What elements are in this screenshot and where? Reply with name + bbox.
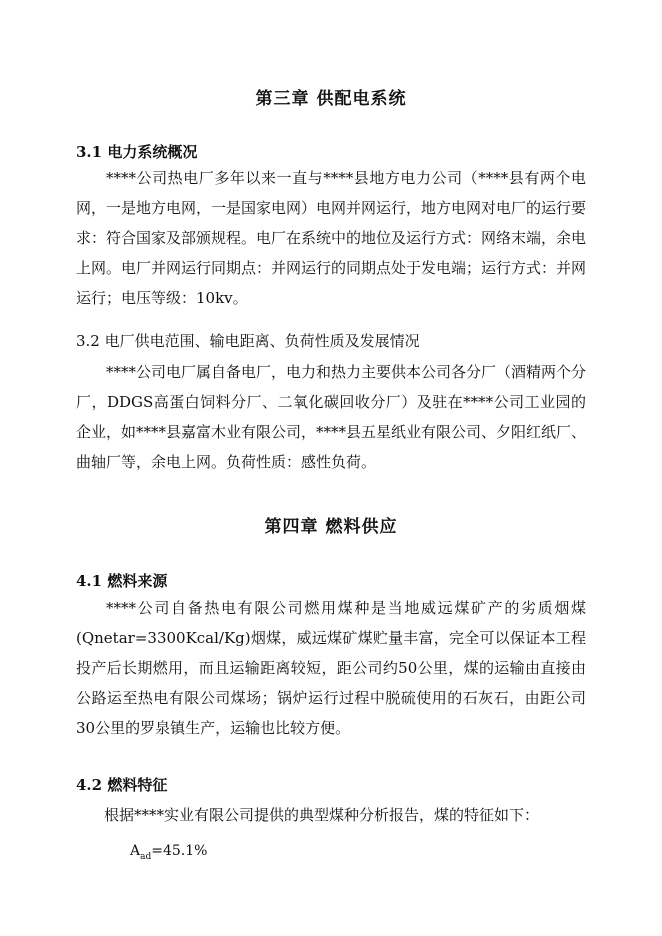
chapter-4-title: 第四章 燃料供应 — [264, 517, 398, 537]
section-4-2-intro: 根据****实业有限公司提供的典型煤种分析报告，煤的特征如下： — [104, 806, 540, 824]
formula-value: =45.1% — [151, 843, 208, 859]
section-4-2-title: 4.2 燃料特征 — [76, 776, 168, 794]
section-3-2-body: ****公司电厂属自备电厂，电力和热力主要供本公司各分厂（酒精两个分厂，DDGS高蛋白饲料分厂、二氧化碳回收分厂）及驻在****公司工业园的企业，如****县嘉富木业有限公司，****县五星纸业有限公司、夕阳红纸厂、曲轴厂等，余电上网。负荷性质：感性负荷。 — [76, 363, 587, 471]
section-3-1-title: 3.1 电力系统概况 — [76, 143, 198, 161]
section-3-1-body: ****公司热电厂多年以来一直与****县地方电力公司（****县有两个电网，一是地方电网，一是国家电网）电网并网运行，地方电网对电厂的运行要求：符合国家及部颁规程。电厂在系统中的地位及运行方式：网络末端，余电上网。电厂并网运行同期点：并网运行的同期点处于发电端；运行方式：并网运行；电压等级：10kv。 — [76, 169, 587, 307]
formula-symbol: A — [130, 843, 141, 859]
chapter-3-title: 第三章 供配电系统 — [255, 89, 407, 109]
section-3-2-title: 3.2 电厂供电范围、输电距离、负荷性质及发展情况 — [76, 332, 420, 350]
section-4-1-title: 4.1 燃料来源 — [76, 572, 168, 590]
formula-subscript: ad — [140, 852, 152, 862]
ash-content-formula — [130, 843, 208, 862]
section-4-1-body: ****公司自备热电有限公司燃用煤种是当地威远煤矿产的劣质烟煤(Qnetar=3300Kcal/Kg)烟煤，威远煤矿煤贮量丰富，完全可以保证本工程投产后长期燃用，而且运输距离较短，距公司约50公里，煤的运输由直接由公路运至热电有限公司煤场；锅炉运行过程中脱硫使用的石灰石，由距公司 30公里的罗泉镇生产，运输也比较方便。 — [76, 599, 586, 737]
